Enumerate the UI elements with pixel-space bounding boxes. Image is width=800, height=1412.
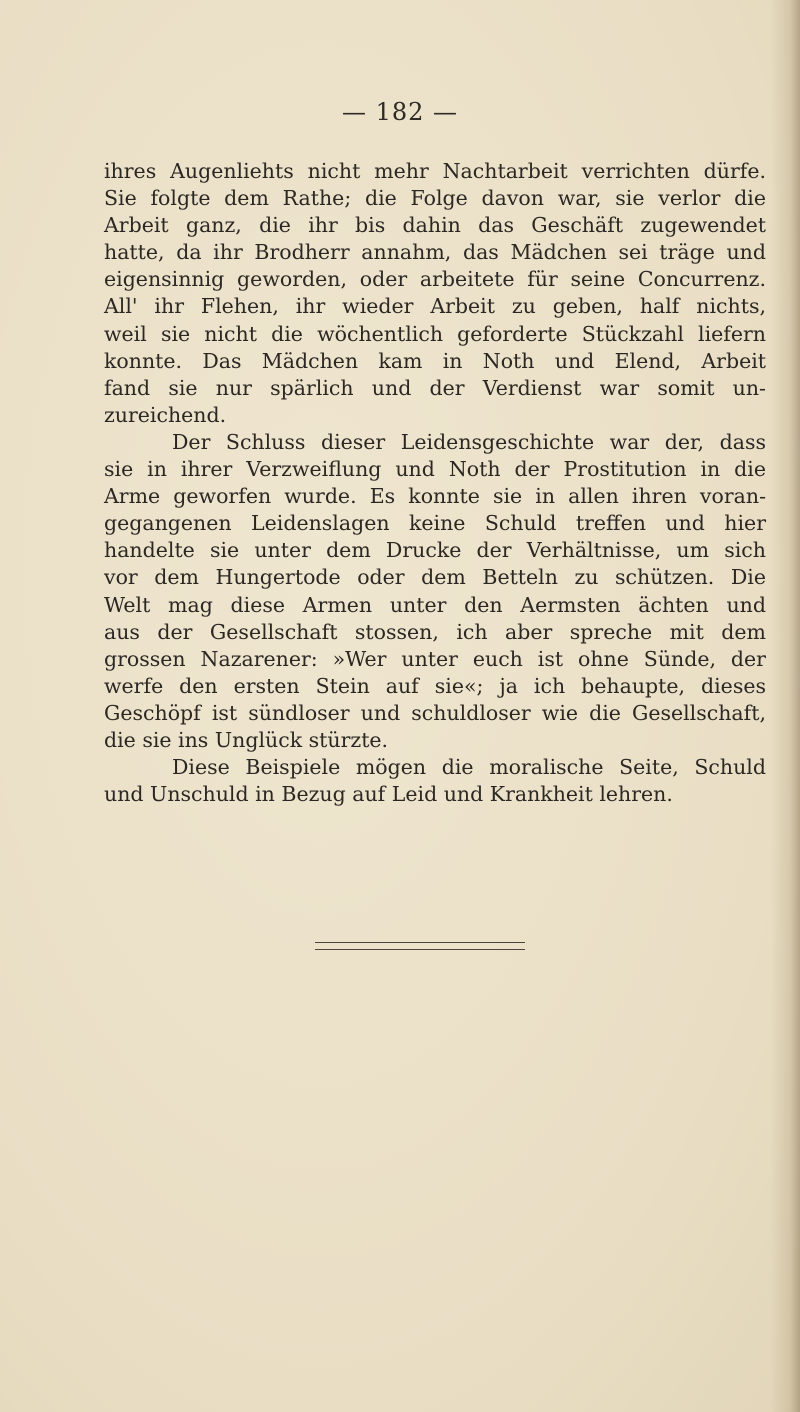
- text-line: vor dem Hungertode oder dem Betteln zu schützen. Die: [104, 565, 766, 590]
- text-line: Arbeit ganz, die ihr bis dahin das Geschäft zugewendet: [104, 213, 766, 238]
- paragraph-3: [104, 754, 766, 808]
- text-line: eigensinnig geworden, oder arbeitete für seine Concurrenz.: [104, 267, 766, 292]
- text-line: werfe den ersten Stein auf sie«; ja ich behaupte, dieses: [104, 673, 766, 698]
- text-line: All' ihr Flehen, ihr wieder Arbeit zu geben, half nichts,: [104, 294, 766, 319]
- text-line: hatte, da ihr Brodherr annahm, das Mädchen sei träge und: [104, 240, 766, 265]
- body-text: [104, 158, 766, 808]
- page-number: — 182 —: [341, 98, 459, 126]
- text-line: sie in ihrer Verzweiflung und Noth der Prostitution in die: [104, 457, 766, 482]
- text-line: Welt mag diese Armen unter den Aermsten ächten und: [104, 592, 766, 617]
- text-line: die sie ins Unglück stürzte.: [104, 727, 389, 752]
- text-line: handelte sie unter dem Drucke der Verhältnisse, um sich: [104, 538, 766, 563]
- text-line: und Unschuld in Bezug auf Leid und Krankheit lehren.: [104, 782, 673, 807]
- section-end-rule: [315, 942, 525, 943]
- text-line: Geschöpf ist sündloser und schuldloser wie die Gesellschaft,: [104, 700, 766, 725]
- text-line: Der Schluss dieser Leidensgeschichte war der, dass: [172, 429, 766, 454]
- text-line: Sie folgte dem Rathe; die Folge davon war, sie verlor die: [104, 186, 766, 211]
- text-line: konnte. Das Mädchen kam in Noth und Elend, Arbeit: [104, 348, 766, 373]
- paragraph-2: [104, 429, 766, 754]
- text-line: aus der Gesellschaft stossen, ich aber spreche mit dem: [104, 619, 766, 644]
- text-line: Arme geworfen wurde. Es konnte sie in allen ihren voran-: [104, 484, 766, 509]
- text-line: ihres Augenliehts nicht mehr Nachtarbeit verrichten dürfe.: [104, 159, 766, 183]
- text-line: grossen Nazarener: »Wer unter euch ist ohne Sünde, der: [104, 646, 766, 671]
- text-line: zureichend.: [104, 402, 227, 427]
- text-line: weil sie nicht die wöchentlich geforderte Stückzahl liefern: [104, 321, 766, 346]
- paragraph-1: [104, 158, 766, 429]
- text-line: Diese Beispiele mögen die moralische Seite, Schuld: [172, 755, 766, 780]
- text-line: fand sie nur spärlich und der Verdienst war somit un-: [104, 375, 766, 400]
- section-end-rule: [315, 949, 525, 950]
- text-line: gegangenen Leidenslagen keine Schuld treffen und hier: [104, 511, 766, 536]
